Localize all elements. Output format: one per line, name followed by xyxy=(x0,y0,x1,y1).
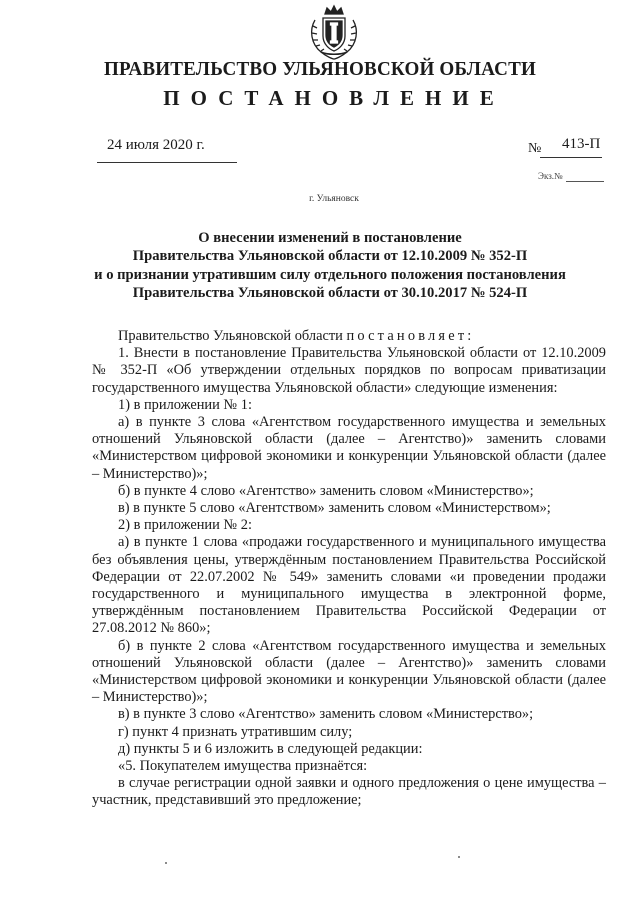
document-type-title: ПОСТАНОВЛЕНИЕ xyxy=(163,86,505,110)
lead-text: Правительство Ульяновской области xyxy=(118,328,347,344)
paragraph: д) пункты 5 и 6 изложить в следующей редакции: xyxy=(118,740,423,757)
paragraph: г) пункт 4 признать утратившим силу; xyxy=(118,723,353,740)
copy-number-label: Экз.№ xyxy=(538,171,563,181)
paragraph: в) в пункте 3 слово «Агентство» заменить словом «Министерство»; xyxy=(118,706,534,723)
document-number: 413-П xyxy=(562,136,601,152)
document-body xyxy=(92,328,606,810)
paragraph: «5. Покупателем имущества признаётся: xyxy=(118,758,368,775)
subject-line: Правительства Ульяновской области от 30.10.2017 № 524-П xyxy=(132,284,528,301)
scan-specks xyxy=(0,860,640,870)
government-title: ПРАВИТЕЛЬСТВО УЛЬЯНОВСКОЙ ОБЛАСТИ xyxy=(103,58,537,80)
copy-number-underline xyxy=(566,181,604,182)
document-date: 24 июля 2020 г. xyxy=(107,137,205,153)
subject-line: Правительства Ульяновской области от 12.10.2009 № 352-П xyxy=(132,248,528,265)
speck xyxy=(165,862,167,864)
city-name: г. Ульяновск xyxy=(309,194,359,204)
subject-line: и о признании утратившим силу отдельного положения постановления xyxy=(94,266,566,283)
document-subject xyxy=(0,229,640,302)
paragraph: 1. Внести в постановление Правительства Ульяновской области от 12.10.2009 № 352-П «Об утверждении отдельных порядков по вопросам приватизации государственного имущества Ульяновской области» следующие изменения: xyxy=(92,345,606,396)
lead-spaced-word: постановляет: xyxy=(346,328,475,344)
number-label: № xyxy=(528,141,542,156)
coat-of-arms-icon xyxy=(303,2,365,62)
paragraph: в) в пункте 5 слово «Агентством» заменить словом «Министерством»; xyxy=(118,500,551,517)
number-underline xyxy=(540,157,602,158)
paragraph: 2) в приложении № 2: xyxy=(118,517,252,534)
resolution-lead xyxy=(92,328,606,345)
subject-line: О внесении изменений в постановление xyxy=(198,230,462,246)
paragraph: 1) в приложении № 1: xyxy=(118,396,252,413)
paragraph: а) в пункте 3 слова «Агентством государственного имущества и земельных отношений Ульяновской области (далее – Агентство)» заменить словами «Министерством цифровой экономики и конкуренции Ульяновской области (далее – Министерство)»; xyxy=(92,414,606,482)
date-underline xyxy=(97,162,237,163)
paragraph: а) в пункте 1 слова «продажи государственного и муниципального имущества без объявления цены, утверждённым постановлением Правительства Российской Федерации от 22.07.2002 № 549» заменить словами «и проведении продажи государственного и муниципального имущества в электронной форме, утверждённым постановлением Правительства Российской Федерации от 27.08.2012 № 860»; xyxy=(92,534,606,637)
paragraph: б) в пункте 2 слова «Агентством государственного имущества и земельных отношений Ульяновской области (далее – Агентство)» заменить словами «Министерством цифровой экономики и конкуренции Ульяновской области (далее – Министерство)»; xyxy=(92,637,606,706)
paragraph: в случае регистрации одной заявки и одного предложения о цене имущества – участник, представивший это предложение; xyxy=(92,775,606,809)
speck xyxy=(458,856,460,858)
paragraph: б) в пункте 4 слово «Агентство» заменить словом «Министерство»; xyxy=(118,482,534,499)
